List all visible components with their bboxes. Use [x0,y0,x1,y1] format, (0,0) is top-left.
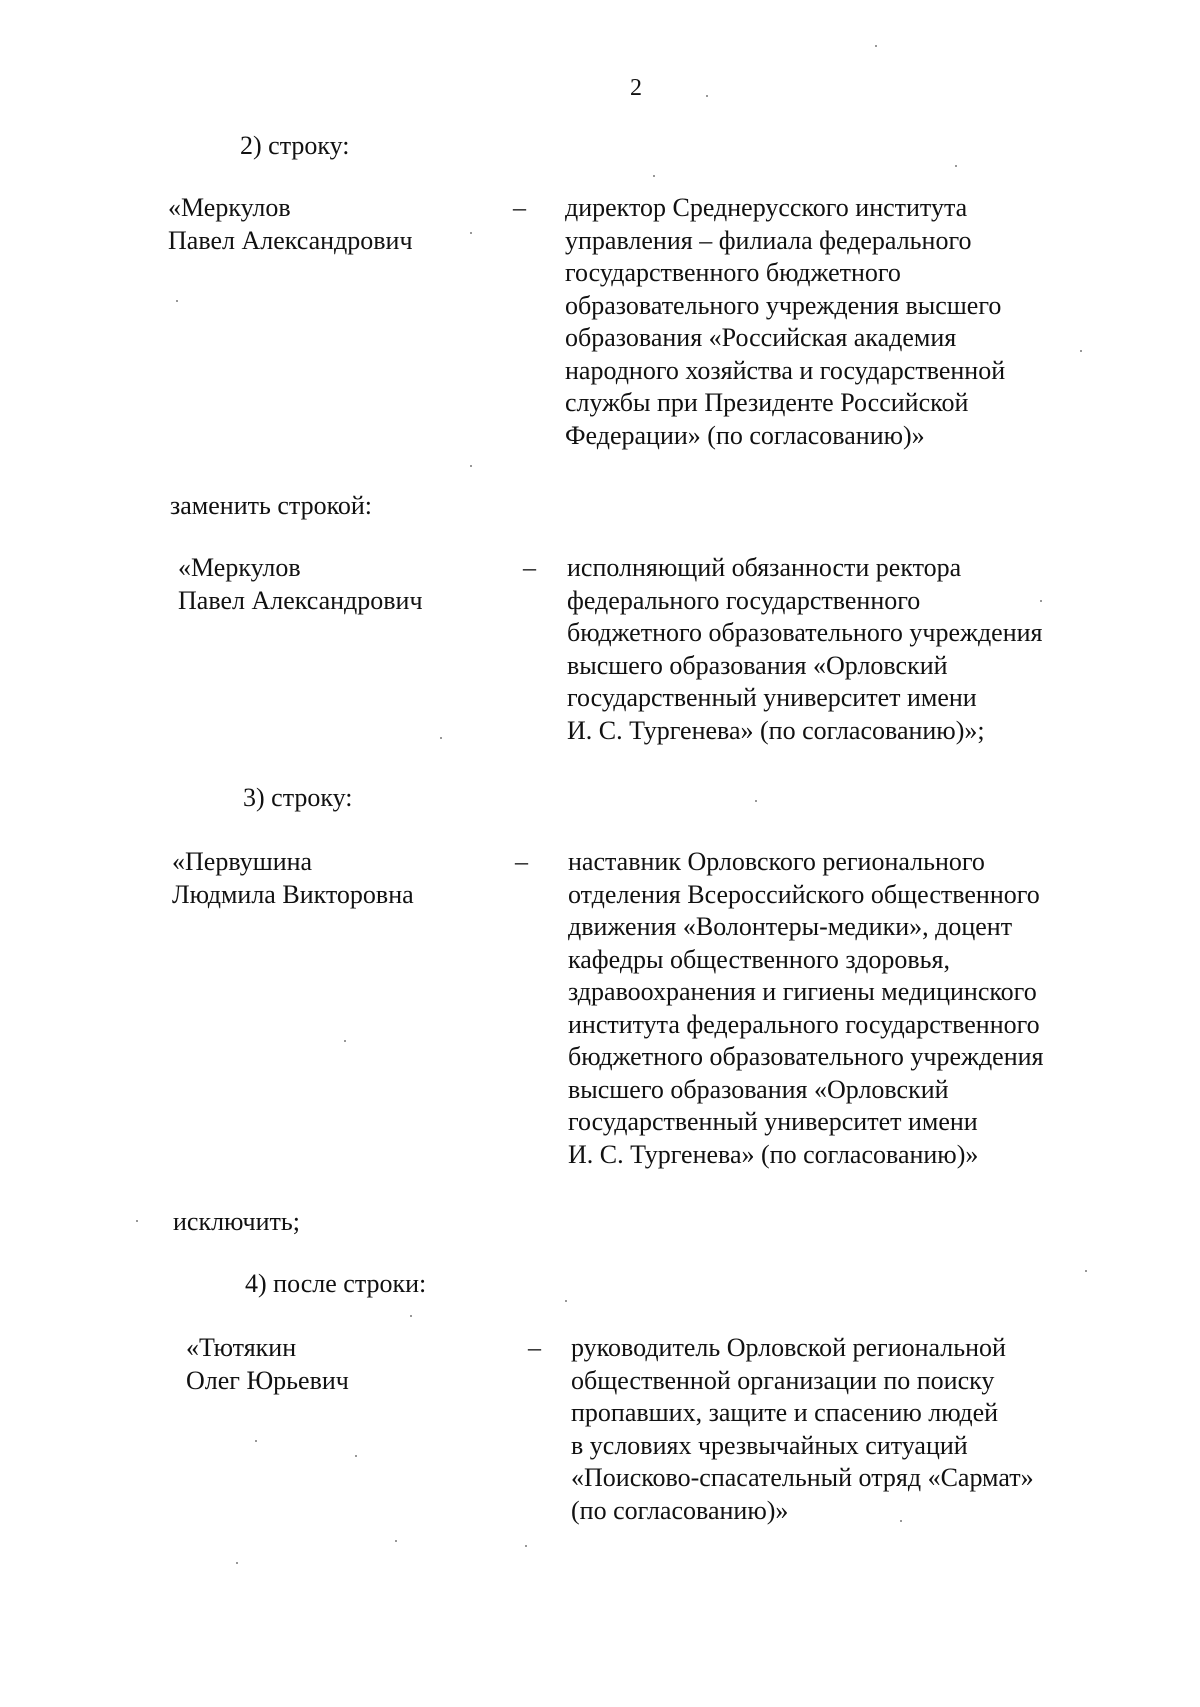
replace-phrase: заменить строкой: [170,491,373,520]
scan-speck [706,95,708,97]
scan-speck [470,465,472,467]
item-3-dash: – [515,847,528,876]
desc-line: Федерации» (по согласованию)» [565,420,925,450]
item-2-old-description [565,192,1005,452]
desc-line: руководитель Орловской региональной [571,1333,1006,1362]
desc-line: образования «Российская академия [565,323,957,352]
desc-line: кафедры общественного здоровья, [568,944,950,974]
desc-line: народного хозяйства и государственной [565,355,1006,385]
desc-line: федерального государственного [567,585,921,615]
scan-speck [176,300,178,302]
desc-line: государственный университет имени [567,683,977,712]
desc-line: И. С. Тургенева» (по согласованию)» [568,1139,979,1169]
scan-speck [410,1315,412,1317]
desc-line: исполняющий обязанности ректора [567,553,962,582]
name-line: Павел Александрович [178,585,423,615]
name-line: Людмила Викторовна [172,879,414,909]
item-4-name [186,1332,349,1397]
scan-speck [440,737,442,739]
scan-speck [136,1220,138,1222]
desc-line: бюджетного образовательного учреждения [567,618,1043,647]
name-line: «Тютякин [186,1333,297,1362]
scan-speck [1085,1270,1087,1272]
scan-speck [236,1562,238,1564]
item-3-action: исключить; [173,1207,300,1236]
scan-speck [1080,350,1082,352]
desc-line: отделения Всероссийского общественного [568,879,1040,909]
item-3-name [172,846,414,911]
desc-line: образовательного учреждения высшего [565,290,1002,320]
desc-line: службы при Президенте Российской [565,388,969,417]
scan-speck [525,1545,527,1547]
item-3-heading: 3) строку: [243,783,353,812]
desc-line: высшего образования «Орловский [567,650,948,680]
name-line: Павел Александрович [168,225,413,255]
item-4-heading: 4) после строки: [245,1269,427,1298]
scan-speck [955,165,957,167]
scan-speck [565,1300,567,1302]
item-2-old-name [168,192,413,257]
desc-line: «Поисково-спасательный отряд «Сармат» [571,1463,1034,1492]
desc-line: движения «Волонтеры-медики», доцент [568,912,1013,941]
desc-line: директор Среднерусского института [565,193,968,222]
scan-speck [344,1040,346,1042]
desc-line: бюджетного образовательного учреждения [568,1042,1044,1071]
desc-line: управления – филиала федерального [565,225,972,255]
item-2-new-name [178,552,423,617]
item-3-description [568,846,1044,1171]
item-4-dash: – [528,1333,541,1362]
name-line: «Первушина [172,847,313,876]
desc-line: государственный университет имени [568,1107,978,1136]
item-2-new-dash: – [523,553,536,582]
scan-speck [1040,600,1042,602]
item-2-old-dash: – [513,193,526,222]
scan-speck [755,800,757,802]
name-line: Олег Юрьевич [186,1365,349,1395]
desc-line: государственного бюджетного [565,258,901,287]
item-4-description [571,1332,1034,1527]
scan-speck [875,45,877,47]
scan-speck [395,1540,397,1542]
desc-line: пропавших, защите и спасению людей [571,1398,999,1427]
desc-line: здравоохранения и гигиены медицинского [568,977,1037,1006]
name-line: «Меркулов [178,553,301,582]
item-2-heading: 2) строку: [240,131,350,160]
scan-speck [255,1440,257,1442]
desc-line: наставник Орловского регионального [568,847,985,876]
desc-line: высшего образования «Орловский [568,1074,949,1104]
name-line: «Меркулов [168,193,291,222]
item-2-new-description [567,552,1043,747]
desc-line: в условиях чрезвычайных ситуаций [571,1430,968,1460]
desc-line: института федерального государственного [568,1009,1040,1039]
scan-speck [653,175,655,177]
desc-line: общественной организации по поиску [571,1365,995,1395]
scan-speck [470,232,472,234]
scan-speck [900,1520,902,1522]
page-number: 2 [630,75,642,101]
scan-speck [355,1455,357,1457]
desc-line: И. С. Тургенева» (по согласованию)»; [567,715,985,745]
desc-line: (по согласованию)» [571,1495,789,1525]
